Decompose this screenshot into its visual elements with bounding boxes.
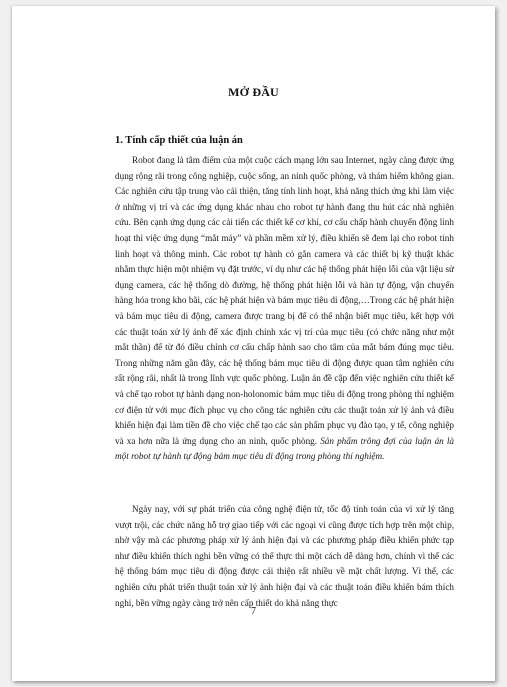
paragraph-1-text: Robot đang là tâm điểm của một cuộc cách mạng lớn sau Internet, ngày càng được ứng dụng rộng rãi trong công nghiệp, cuộc sống, an ninh quốc phòng, và thám hiểm không gian. Các nghiên cứu tập trung vào cải thiện, tăng tính linh hoạt, khả năng thích ứng khi làm việc ở những vị trí và các ứng dụng khác nhau cho robot tự hành đang thu hút các nhà nghiên cứu. Bên cạnh ứng dụng các cải tiến các thiết kế cơ khí, cơ cấu chấp hành chuyển động linh hoạt thì việc ứng dụng “mắt máy” và phần mềm xử lý, điều khiển sẽ đem lại cho robot tính linh hoạt và thông minh. Các robot tự hành có gắn camera và các thiết bị kỹ thuật khác nhằm thực hiện một nhiệm vụ đặt trước, ví dụ như các hệ thống phát hiện lỗi của vật liệu sử dụng camera, các hệ thống dò đường, hệ thống phát hiện lỗi và hàn tự động, vận chuyển hàng hóa trong kho bãi, các hệ phát hiện và bám mục tiêu di động,…Trong các hệ phát hiện và bám mục tiêu di động, camera được trang bị để có thể nhận biết mục tiêu, kết hợp với các thuật toán xử lý ảnh để xác định chính xác vị trí của mục tiêu (có chức năng như một mắt thần) để từ đó điều chỉnh cơ cấu chấp hành sao cho tâm của mắt bám đúng mục tiêu. Trong những năm gần đây, các hệ thống bám mục tiêu di động được quan tâm nghiên cứu rất rộng rãi, nhất là trong lĩnh vực quốc phòng. Luận án đề cập đến việc nghiên cứu thiết kế và chế tạo robot tự hành dạng non-holonomic bám mục tiêu di động trong phòng thí nghiệm cơ điện tử với mục đích phục vụ cho công tác nghiên cứu các thuật toán xử lý ảnh và điều khiển hiện đại làm tiền đề cho việc chế tạo các sản phẩm phục vụ đào tạo, y tế, công nghiệp và xa hơn nữa là ứng dụng cho an ninh, quốc phòng. [115,155,454,446]
paragraph-1-italic-text: Sản phẩm trông đợi của luận án là một robot tự hành tự động bám mục tiêu di động trong phòng thí nghiệm. [115,435,455,462]
paragraph-2-text: Ngày nay, với sự phát triển của công nghệ điện tử, tốc độ tính toán của vi xử lý tăng vượt trội, các chức năng hỗ trợ giao tiếp với các ngoại vi cũng được tích hợp trên một chip, nhờ vậy mà các phương pháp xử lý ảnh hiện đại và các phương pháp điều khiển phức tạp như điều khiển thích nghi bền vững có thể thực thi một cách dễ dàng hơn, chính vì thế các hệ thống bám mục tiêu di động được cải thiện rất nhiều về mặt chất lượng. Vì thế, các nghiên cứu phát triển thuật toán xử lý ảnh hiện đại và các thuật toán điều khiển bám thích nghi, bền vững ngày càng trở nên cấp thiết do khả năng thực [115,504,454,608]
paragraph-1 [115,153,454,465]
section-heading: 1. Tính cấp thiết của luận án [115,135,243,146]
paragraph-2 [115,502,454,611]
page-title: MỞ ĐẦU [228,85,279,99]
document-page [12,6,495,681]
page-number: 7 [251,606,256,617]
